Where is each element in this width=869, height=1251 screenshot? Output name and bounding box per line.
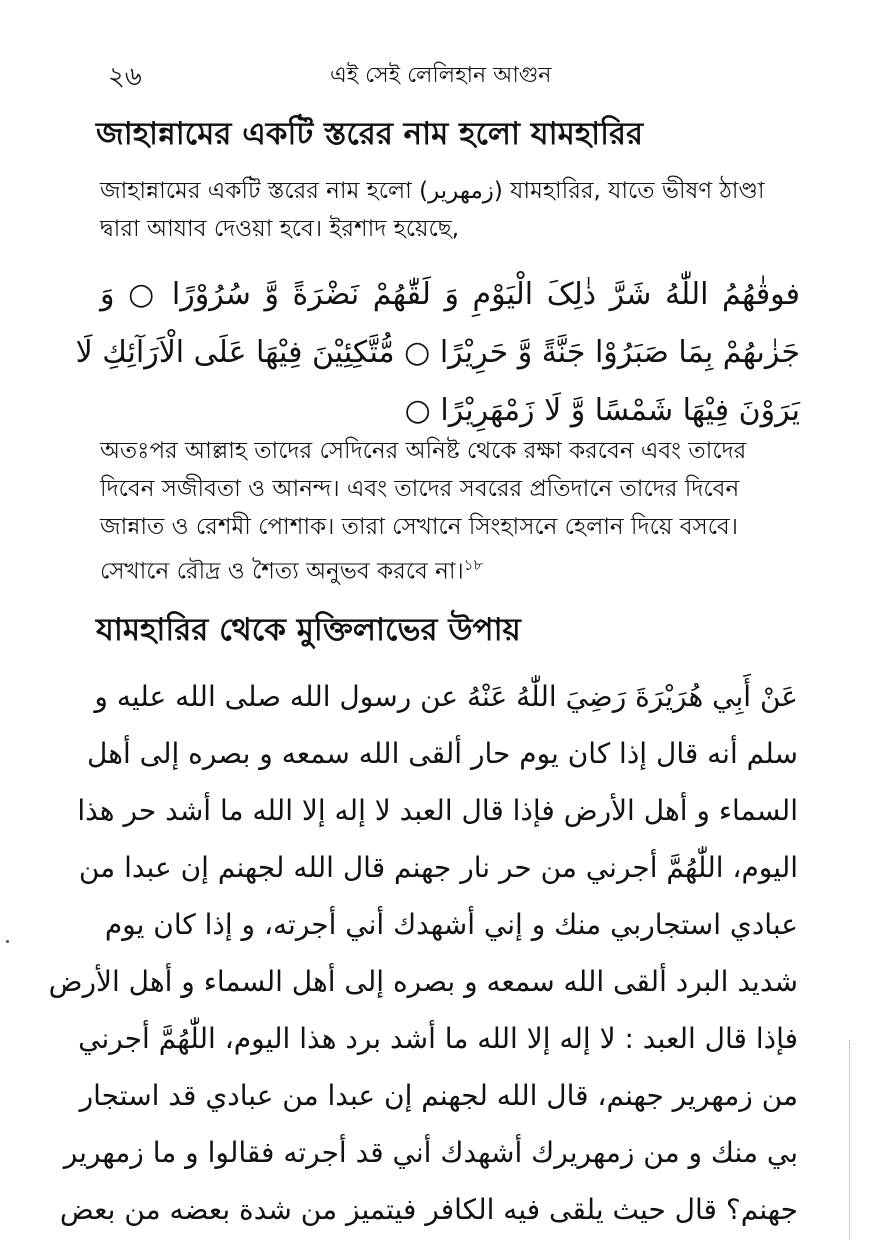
- hadith-line: عَنْ أَبِي هُرَيْرَةَ رَضِيَ اللّٰهُ عَنْهُ عن رسول الله صلى الله عليه و: [94, 680, 798, 713]
- hadith-line: جهنم؟ قال حيث يلقى فيه الكافر فيتميز من شدة بعضه من بعض: [59, 1193, 798, 1226]
- hadith-line: اليوم، اللّٰهُمَّ أجرني من حر نار جهنم قال الله لجهنم إن عبدا من: [78, 851, 798, 884]
- text-line: দ্বারা আযাব দেওয়া হবে। ইরশাদ হয়েছে,: [100, 216, 460, 242]
- hadith-line: من زمهرير جهنم، قال الله لجهنم إن عبدا من عبادي قد استجار: [79, 1079, 798, 1112]
- text-line-content: সেখানে রৌদ্র ও শৈত্য অনুভব করবে না।: [100, 558, 464, 585]
- hadith-line: بي منك و من زمهريرك أشهدك أني قد أجرته فقالوا و ما زمهرير: [63, 1136, 798, 1169]
- running-header-title: এই সেই লেলিহান আগুন: [330, 63, 552, 88]
- hadith-text: [48, 668, 798, 1238]
- quran-verse: [75, 266, 800, 440]
- section-heading: যামহারির থেকে মুক্তিলাভের উপায়: [96, 612, 521, 648]
- text-line: জাহান্নামের একটি স্তরের নাম হলো (زمهرير) যামহারির, যাতে ভীষণ ঠাণ্ডা: [100, 178, 765, 204]
- text-line: অতঃপর আল্লাহ তাদের সেদিনের অনিষ্ট থেকে রক্ষা করবেন এবং তাদের: [100, 438, 747, 464]
- scan-edge-mark: [849, 1040, 851, 1240]
- footnote-reference: ১৮: [463, 556, 484, 574]
- text-line: জান্নাত ও রেশমী পোশাক। তারা সেখানে সিংহাসনে হেলান দিয়ে বসবে।: [100, 514, 738, 540]
- section-heading: জাহান্নামের একটি স্তরের নাম হলো যামহারির: [96, 116, 644, 152]
- hadith-line: شديد البرد ألقى الله سمعه و بصره إلى أهل السماء و أهل الأرض: [48, 965, 798, 998]
- hadith-line: السماء و أهل الأرض فإذا قال العبد لا إله إلا الله ما أشد حر هذا: [77, 794, 798, 827]
- page-number: ২৬: [108, 62, 142, 92]
- intro-paragraph: [100, 172, 800, 248]
- hadith-line: فإذا قال العبد : لا إله إلا الله ما أشد برد هذا اليوم، اللّٰهُمَّ أجرني: [78, 1022, 798, 1055]
- hadith-line: سلم أنه قال إذا كان يوم حار ألقى الله سمعه و بصره إلى أهل: [86, 737, 798, 770]
- verse-line: يَرَوْنَ فِيْهَا شَمْسًا وَّ لَا زَمْهَرِيْرًا ○: [404, 393, 800, 428]
- translation-paragraph: [100, 432, 800, 584]
- verse-line: فوقٰهُمُ اللّٰهُ شَرَّ ذٰلِکَ الْیَوْمِ وَ لَقّٰهُمْ نَضْرَةً وَّ سُرُوْرًا ○ وَ: [100, 277, 800, 312]
- verse-line: جَزٰىهُمْ بِمَا صَبَرُوْا جَنَّةً وَّ حَرِيْرًا ○ مُّتَّكِئِيْنَ فِيْهَا عَلَى الْاَرَآئِكِ لَا: [75, 335, 800, 370]
- hadith-line: عبادي استجاربي منك و إني أشهدك أني أجرته، و إذا كان يوم: [104, 908, 798, 941]
- scan-dot: [6, 940, 9, 943]
- text-line: [100, 546, 800, 584]
- text-line: দিবেন সজীবতা ও আনন্দ। এবং তাদের সবরের প্রতিদানে তাদের দিবেন: [100, 476, 740, 502]
